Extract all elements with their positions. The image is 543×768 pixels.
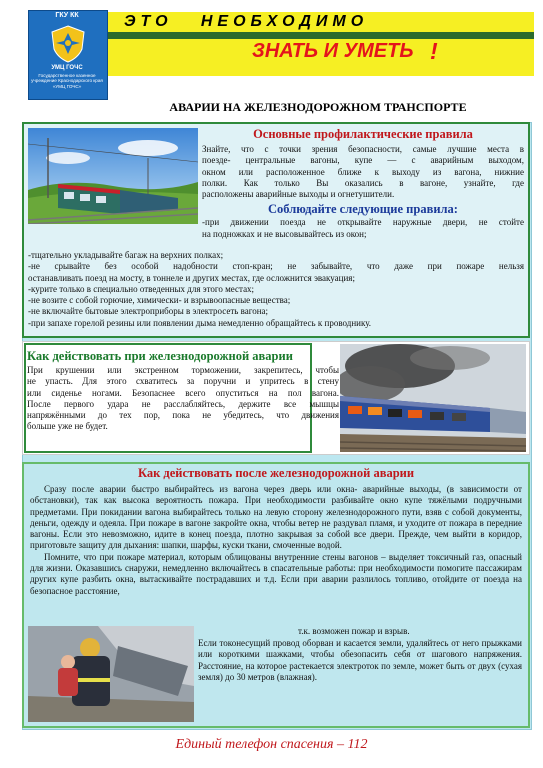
logo-top-text: ГКУ КК [55, 12, 79, 19]
emergency-phone-footer: Единый телефон спасения – 112 [175, 737, 368, 752]
rules-heading: Соблюдайте следующие правила: [268, 202, 458, 217]
rule-item: -при движении поезда не открывайте наружные двери, не стойте [202, 217, 524, 228]
after-paragraph-2-tail: т.к. возможен пожар и взрыв. [298, 626, 410, 636]
prevention-line: Знайте, что с точки зрения безопасности, самые лучшие места в [202, 144, 524, 154]
rule-item: -не возите с собой горючие, химически- и взрывоопасные вещества; [28, 295, 291, 306]
prevention-line: поезде- центральные вагоны, купе — с аварийным выходом, [202, 155, 524, 166]
rule-item: -тщательно укладывайте багаж на верхних полках; [28, 250, 224, 260]
rescuer-photo [28, 626, 194, 722]
rule-item: -при запахе горелой резины или появлении дыма немедленно обращайтесь к проводнику. [28, 317, 372, 328]
header-exclamation: ! [430, 38, 438, 64]
after-paragraph-2: Помните, что при пожаре материал, которым облицованы внутренние стены вагонов – выделяет токсичный газ, опасный для жизни. Оказавшись снаружи, немедленно включайтесь в спасательные работы: при необходимости помогите пассажирам других купе разбить окна, вытаскивайте пострадавших и т.д. Если при аварии разлилось топливо, отойдите от поезда на безопасное расстояние, [30, 551, 522, 596]
during-line: не упасть. Для этого схватитесь за поручни и упритесь в стену [27, 376, 339, 387]
during-accident-block [27, 349, 339, 433]
after-paragraph-1: Сразу после аварии быстро выбирайтесь из вагона через дверь или окна- аварийные выходы, (в зависимости от обстановки), так как высока вероятность пожара. При необходимости разбивайте окно купе тяжёлыми подручными предметами. При покидании вагона выбирайтесь только на левую сторону железнодорожного пути, взяв с собой документы, деньги, одежду и одеяла. При пожаре в вагоне закройте окна, чтобы ветер не раздувал пламя, и уходите от пожара в передние вагоны. Если это невозможно, идите в конец поезда, плотно закрывая за собой все двери. Прежде, чем выйти в коридор, приготовьте защиту для дыхания: шапки, шарфы, куски ткани, смоченные водой. [30, 484, 522, 551]
during-line: напряжёнными до тех пор, пока не убедитесь, что движения [27, 410, 339, 421]
during-line: При крушении или экстренном торможении, закрепитесь, чтобы [27, 365, 339, 375]
prevention-heading: Основные профилактические правила [253, 127, 473, 141]
prevention-line: полки. Как только Вы оказались в вагоне, узнайте, где [202, 177, 524, 188]
prevention-line: расположены аварийные выходы и огнетушители. [202, 189, 395, 200]
header-stripe [104, 32, 534, 39]
page-title: АВАРИИ НА ЖЕЛЕЗНОДОРОЖНОМ ТРАНСПОРТЕ [169, 100, 467, 114]
header-line-1: ЭТО НЕОБХОДИМО [124, 13, 369, 30]
shield-icon [50, 25, 86, 63]
during-line: больше уже не будет. [27, 421, 108, 432]
logo-bottom-text: УМЦ ГОЧС Государственное казенное учреждение Краснодарского края «УМЦ ГОЧС» [31, 65, 103, 89]
rule-item: -не включайте бытовые электроприборы в электросеть вагона; [28, 306, 269, 317]
after-heading: Как действовать после железнодорожной аварии [137, 466, 415, 480]
header-line-2: ЗНАТЬ И УМЕТЬ [252, 40, 414, 62]
rule-item: -курите только в специально отведенных для этого местах; [28, 283, 255, 294]
rule-item: на подножках и не высовывайтесь из окон; [202, 228, 367, 239]
during-line: или сиденье ногами. Безопаснее всего опуститься на пол вагона. [27, 387, 339, 398]
after-paragraph-3: Если токонесущий провод оборван и касается земли, удаляйтесь от него прыжками или короткими шажками, чтобы обезопасить себя от шагового напряжения. Расстояние, на которое растекается электроток по земле, может быть от двух (сухая земля) до 30 метров (влажная). [198, 638, 522, 682]
prevention-line: окном или расположенное ближе к выходу из вагона, нижние [202, 166, 524, 177]
rule-item: останавливать поезд на мосту, в тоннеле и других местах, где осложнится эвакуация; [28, 272, 355, 283]
after-accident-block [30, 466, 522, 597]
rule-item: -не срывайте без особой надобности стоп-кран; не забывайте, что даже при пожаре нельзя [28, 261, 524, 272]
train-photo [28, 128, 198, 224]
burning-train-photo [340, 344, 526, 452]
prevention-block [202, 127, 524, 240]
during-line: После первого удара не расслабляйтесь, держите все мышцы [27, 398, 339, 409]
during-heading: Как действовать при железнодорожной аварии [27, 349, 293, 363]
rules-list [28, 250, 524, 329]
